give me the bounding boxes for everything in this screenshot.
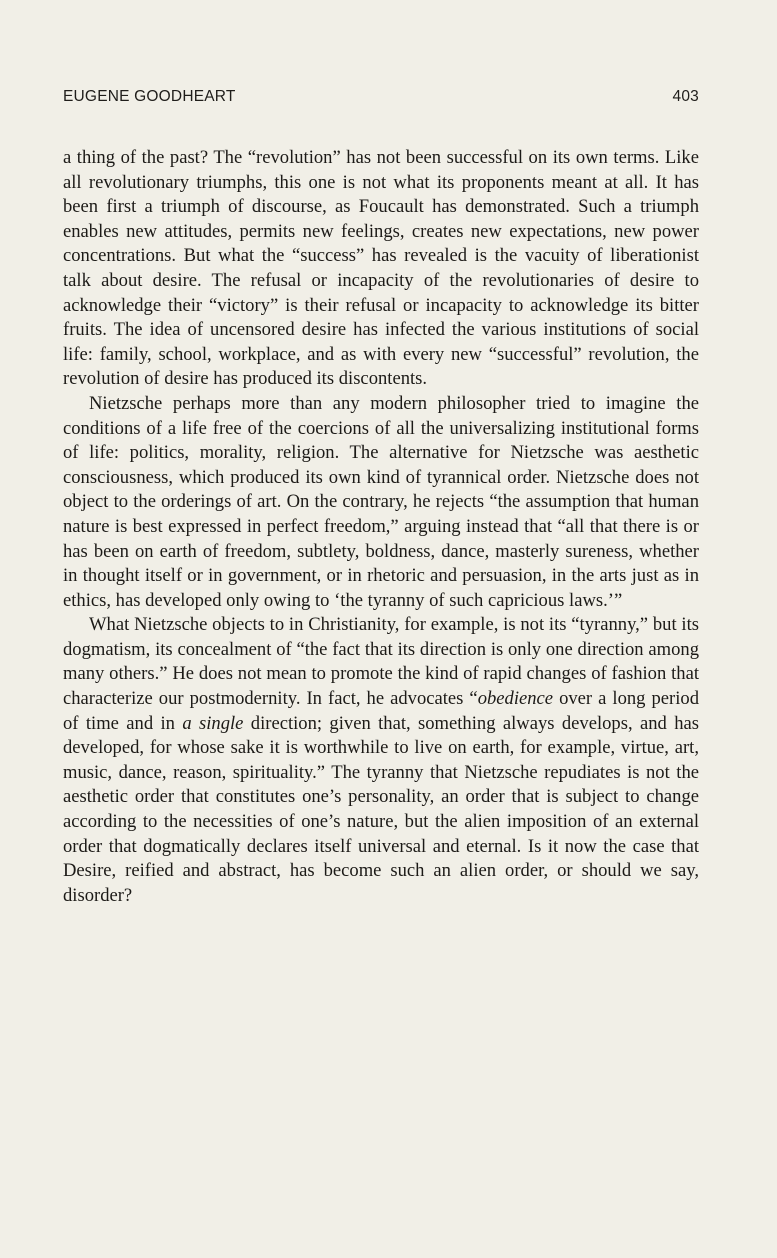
running-head <box>63 88 699 114</box>
paragraph-1-text: a thing of the past? The “revolution” has not been successful on its own terms. Like all revolutionary triumphs, this one is not what its proponents meant at all. It has been first a triumph of discourse, as Foucault has demonstrated. Such a triumph enables new attitudes, permits new feelings, creates new expectations, new power concentrations. But what the “success” has revealed is the vacuity of liberationist talk about desire. The refusal or incapacity of the revolutionaries of desire to acknowledge their “victory” is their refusal or incapacity to acknowledge its bitter fruits. The idea of uncensored desire has infected the various institutions of social life: family, school, workplace, and as with every new “successful” revolution, the revolution of desire has produced its discontents. <box>63 147 699 390</box>
paragraph-2 <box>63 392 699 613</box>
paragraph-2-text: Nietzsche perhaps more than any modern philosopher tried to imagine the conditions of a life free of the coercions of all the universalizing institutional forms of life: politics, morality, religion. The alternative for Nietzsche was aesthetic consciousness, which produced its own kind of tyrannical order. Nietzsche does not object to the orderings of art. On the contrary, he rejects “the assumption that human nature is best expressed in perfect freedom,” arguing instead that “all that there is or has been on earth of freedom, subtlety, boldness, dance, masterly sureness, whether in thought itself or in government, or in rhetoric and persuasion, in the arts just as in ethics, has developed only owing to ‘the tyranny of such capricious laws.’” <box>63 392 699 611</box>
body-text <box>63 146 699 908</box>
paragraph-3-text-a: What Nietzsche objects to in Christianity, for example, is not its “tyranny,” but its dogmatism, its concealment of “the fact that its direction is only one direction among many others.” He does not mean to promote the kind of rapid changes of fashion that characterize our postmodernity. In fact, he advocates “ <box>63 614 699 710</box>
paragraph-3 <box>63 613 699 908</box>
running-head-author: EUGENE GOODHEART <box>63 88 236 105</box>
paragraph-3-text-b: over a long period of time and in <box>63 688 699 734</box>
paragraph-3-text-c: direction; given that, something always develops, and has developed, for whose sake it is worthwhile to live on earth, for example, virtue, art, music, dance, reason, spirituality.” The tyranny that Nietzsche repudiates is not the aesthetic order that constitutes one’s personality, an order that is subject to change according to the necessities of one’s nature, but the alien imposition of an external order that dogmatically declares itself universal and eternal. Is it now the case that Desire, reified and abstract, has become such an alien order, or should we say, disorder? <box>63 712 699 906</box>
italic-obedience: obedience <box>477 688 554 710</box>
paragraph-1 <box>63 146 699 392</box>
italic-a-single: a single <box>182 712 244 734</box>
page-number: 403 <box>672 88 699 105</box>
